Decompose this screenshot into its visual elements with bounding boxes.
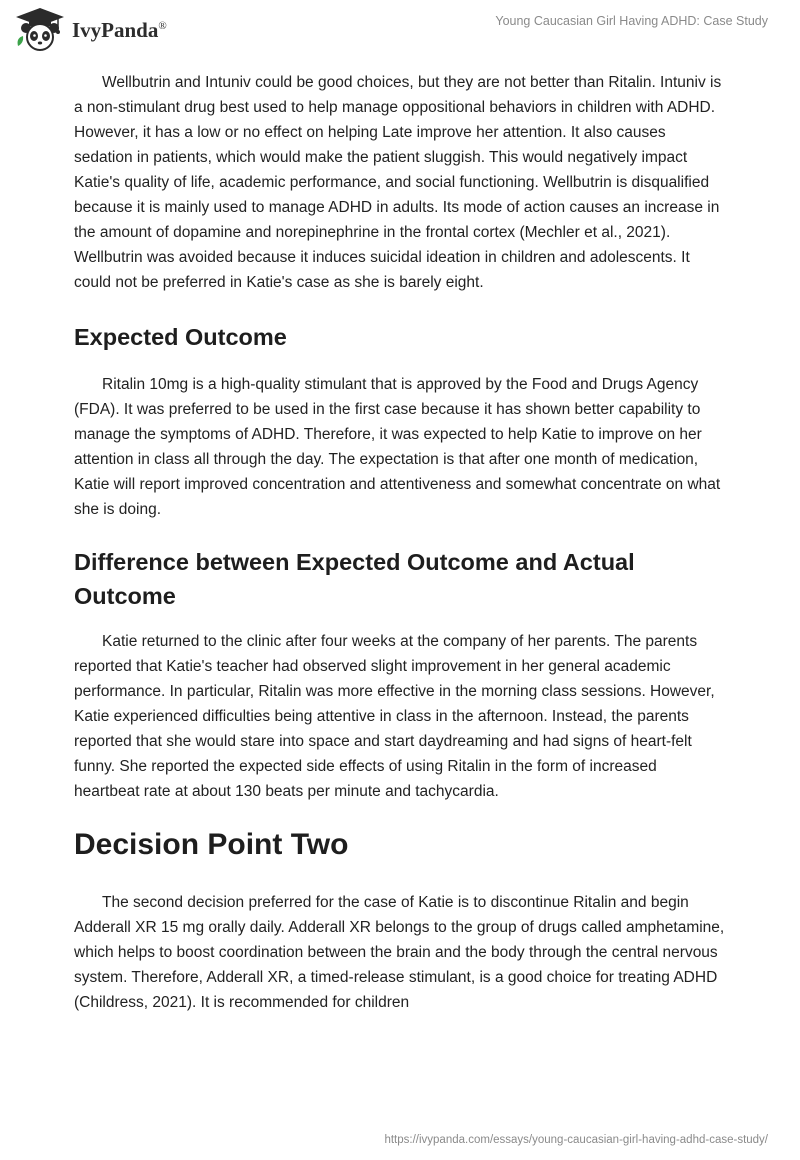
paragraph: The second decision preferred for the case of Katie is to discontinue Ritalin and begin Adderall XR 15 mg orally daily. Adderall XR belongs to the group of drugs called amphetamine, which helps to boost coordination between the brain and the body through the central nervous system. Therefore, Adderall XR, a timed-release stimulant, is a good choice for treating ADHD (Childress, 2021). It is recommended for children: [74, 894, 725, 1011]
source-url[interactable]: https://ivypanda.com/essays/young-caucasian-girl-having-adhd-case-study/: [384, 1134, 768, 1146]
panda-graduation-cap-icon: [14, 6, 66, 52]
paragraph: Ritalin 10mg is a high-quality stimulant that is approved by the Food and Drugs Agency (FDA). It was preferred to be used in the first case because it has shown better capability to manage the symptoms of ADHD. Therefore, it was expected to help Katie to improve on her attention in class all through the day. The expectation is that after one month of medication, Katie will report improved concentration and attentiveness and somewhat concentrate on what she is doing.: [74, 376, 721, 518]
ivypanda-logo[interactable]: [14, 6, 167, 52]
chapter-heading: Decision Point Two: [74, 828, 349, 861]
essay-content: [74, 70, 726, 1015]
brand-name: IvyPanda®: [72, 17, 167, 42]
section-heading: Difference between Expected Outcome and Actual Outcome: [74, 549, 635, 609]
page-header: [0, 0, 800, 60]
document-title: Young Caucasian Girl Having ADHD: Case Study: [495, 14, 768, 28]
paragraph: Wellbutrin and Intuniv could be good choices, but they are not better than Ritalin. Intuniv is a non-stimulant drug best used to help manage oppositional behaviors in children with ADHD. However, it has a low or no effect on helping Late improve her attention. It also causes sedation in patients, which would make the patient sluggish. This would negatively impact Katie's quality of life, academic performance, and social functioning. Wellbutrin is disqualified because it is mainly used to manage ADHD in adults. Its mode of action causes an increase in the amount of dopamine and norepinephrine in the frontal cortex (Mechler et al., 2021). Wellbutrin was avoided because it induces suicidal ideation in children and adolescents. It could not be preferred in Katie's case as she is barely eight.: [74, 74, 722, 291]
section-heading: Expected Outcome: [74, 324, 287, 350]
paragraph: Katie returned to the clinic after four weeks at the company of her parents. The parents reported that Katie's teacher had observed slight improvement in her general academic performance. In particular, Ritalin was more effective in the morning class sessions. However, Katie experienced difficulties being attentive in class in the afternoon. Instead, the parents reported that she would stare into space and start daydreaming and had signs of heart-felt funny. She reported the expected side effects of using Ritalin in the form of increased heartbeat rate at about 130 beats per minute and tachycardia.: [74, 633, 715, 800]
